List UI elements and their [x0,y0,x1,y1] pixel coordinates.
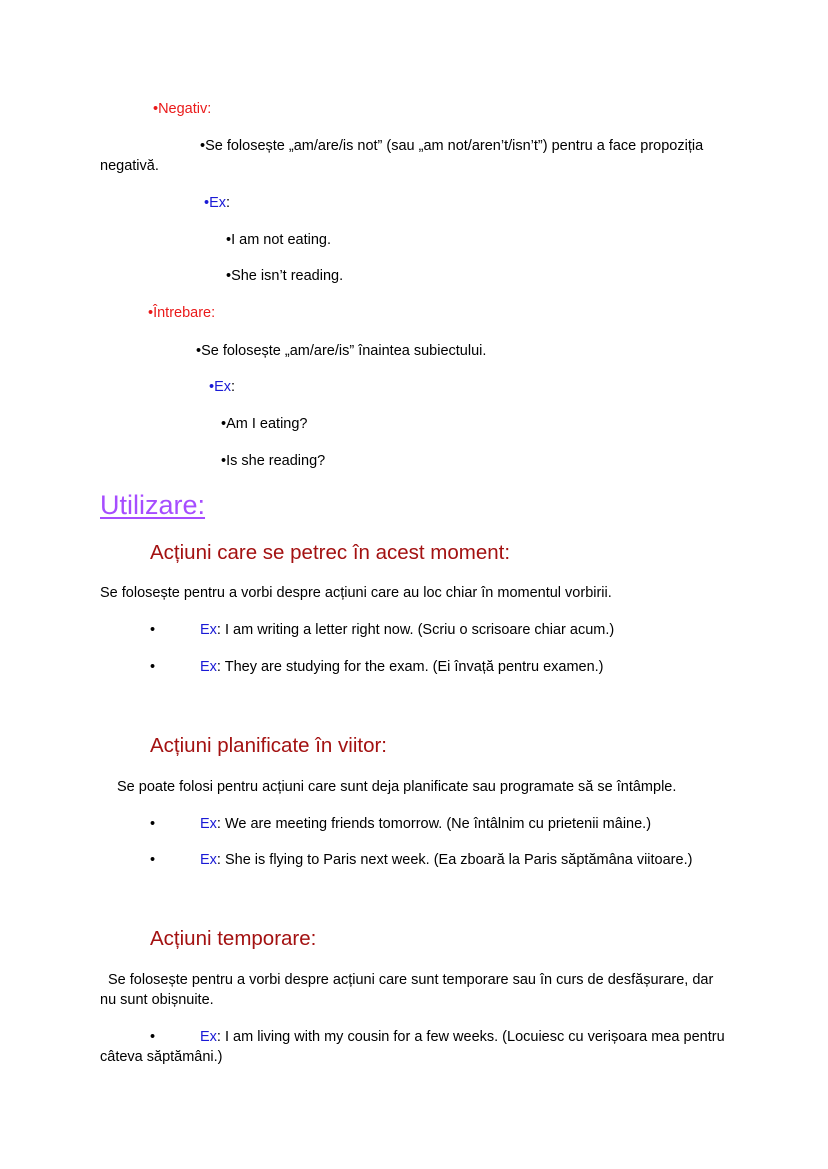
negativ-ex-label: •Ex [204,195,226,211]
example-item [200,814,651,834]
example-item [200,620,614,640]
example-ex-label: Ex [200,816,217,832]
intrebare-example: •Is she reading? [221,453,326,469]
utilizare-heading: Utilizare: [100,490,206,520]
negativ-ex-heading [204,193,230,213]
intrebare-ex-heading [209,377,235,397]
bullet-mark: • [150,816,156,832]
intrebare-example: •Am I eating? [221,416,308,432]
example-ex-label: Ex [200,852,217,868]
negativ-example: •She isn’t reading. [226,268,344,284]
negativ-rule [100,136,740,176]
section-description: Se poate folosi pentru acțiuni care sunt deja planificate sau programate să se întâmple. [117,779,677,795]
negativ-rule-start: •Se folosește „am/are/is not” (sau „am not/aren’t/isn’t”) pentru a face propoziția [200,138,704,154]
negativ-example: •I am not eating. [226,232,332,248]
example-text: : I am living with my cousin for a few weeks. (Locuiesc cu verișoara mea pentru câteva săptămâni.) [100,1029,725,1065]
negativ-ex-colon: : [226,195,231,211]
example-text: : They are studying for the exam. (Ei învață pentru examen.) [216,659,604,675]
example-item [100,1027,725,1067]
intrebare-ex-label: •Ex [209,379,231,395]
section-description-text: Se folosește pentru a vorbi despre acțiuni care sunt temporare sau în curs de desfășurare, dar nu sunt obișnuite. [100,972,714,1008]
negativ-label: •Negativ: [153,101,212,117]
negativ-rule-end: negativă. [100,158,159,174]
bullet-mark: • [150,659,156,675]
section-description: Se folosește pentru a vorbi despre acțiuni care au loc chiar în momentul vorbirii. [100,585,612,601]
section-description [100,970,730,1010]
intrebare-ex-colon: : [231,379,236,395]
example-ex-label: Ex [200,1029,217,1045]
example-text: : She is flying to Paris next week. (Ea zboară la Paris săptămâna viitoare.) [216,852,693,868]
section-title: Acțiuni planificate în viitor: [150,734,388,757]
example-item [200,657,604,677]
intrebare-rule: •Se folosește „am/are/is” înaintea subiectului. [196,343,487,359]
example-ex-label: Ex [200,622,217,638]
example-text: : I am writing a letter right now. (Scriu o scrisoare chiar acum.) [216,622,615,638]
bullet-mark: • [150,622,156,638]
example-text: : We are meeting friends tomorrow. (Ne întâlnim cu prietenii mâine.) [216,816,652,832]
section-title: Acțiuni care se petrec în acest moment: [150,541,511,564]
section-title: Acțiuni temporare: [150,927,317,950]
bullet-mark: • [150,1029,156,1045]
bullet-mark: • [150,852,156,868]
intrebare-label: •Întrebare: [148,305,216,321]
example-item [200,850,692,870]
example-ex-label: Ex [200,659,217,675]
